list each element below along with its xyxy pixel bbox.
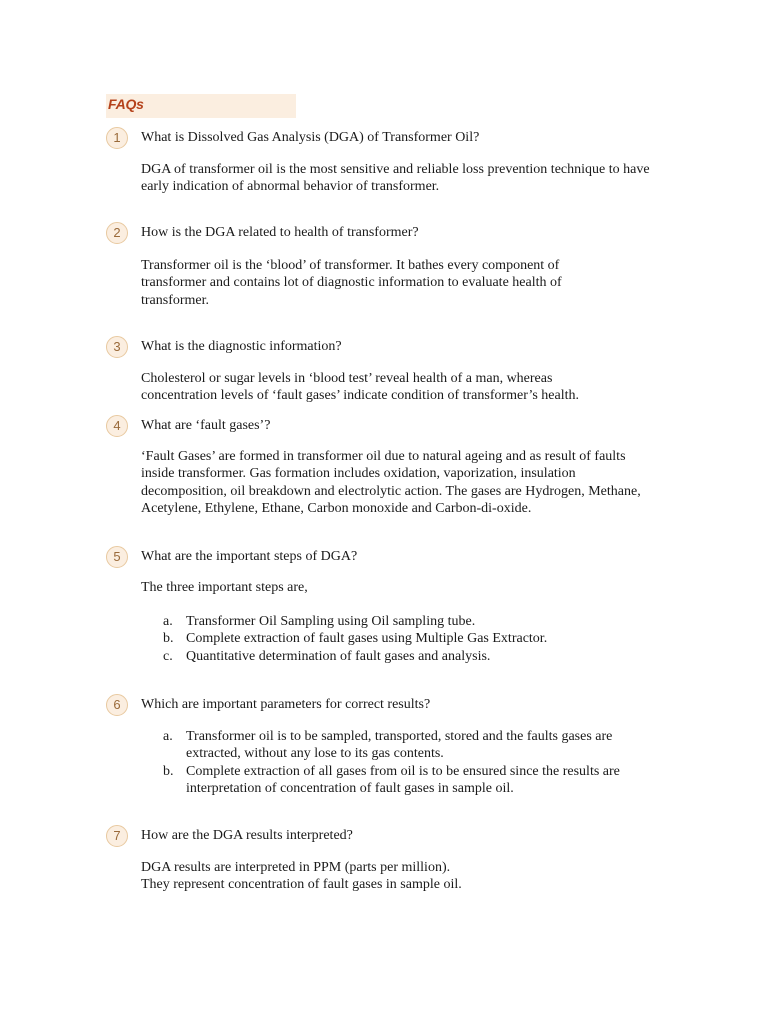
faq-question: Which are important parameters for correct results? <box>141 697 431 712</box>
list-item <box>163 648 663 665</box>
faq-question: How is the DGA related to health of transformer? <box>141 225 419 240</box>
faq-question: What is Dissolved Gas Analysis (DGA) of Transformer Oil? <box>141 130 480 145</box>
list-item <box>163 728 653 763</box>
list-marker: a. <box>163 614 173 629</box>
faq-answer <box>141 448 661 518</box>
list-item <box>163 630 663 647</box>
list-marker: a. <box>163 729 173 744</box>
faq-parameter-list <box>163 728 653 798</box>
list-item <box>163 613 663 630</box>
faq-answer-paragraph: Transformer oil is the ‘blood’ of transformer. It bathes every component of transformer and contains lot of diagnostic information to evaluate health of transformer. <box>141 258 562 308</box>
faq-number-badge: 7 <box>106 825 128 847</box>
faq-answer <box>141 579 666 596</box>
list-item-text: Transformer oil is to be sampled, transported, stored and the faults gases are extracted, without any lose to its gas contents. <box>186 729 613 762</box>
list-marker: b. <box>163 763 174 779</box>
faq-number-badge: 6 <box>106 694 128 716</box>
faq-answer <box>141 257 601 309</box>
faq-step-list <box>163 613 663 665</box>
faq-number-badge: 4 <box>106 415 128 437</box>
faq-answer-paragraph: ‘Fault Gases’ are formed in transformer oil due to natural ageing and as result of faults inside transformer. Gas formation includes oxidation, vaporization, insulation decomposition, oil breakdown and electrolytic action. The gases are Hydrogen, Methane, Acetylene, Ethylene, Ethane, Carbon monoxide and Carbon-di-oxide. <box>141 449 641 517</box>
faq-number-badge: 5 <box>106 546 128 568</box>
list-item-text: Quantitative determination of fault gases and analysis. <box>186 648 491 664</box>
faq-number-badge: 3 <box>106 336 128 358</box>
list-marker: c. <box>163 648 173 664</box>
faq-answer <box>141 859 666 894</box>
faq-answer-paragraph: DGA of transformer oil is the most sensitive and reliable loss prevention technique to have early indication of abnormal behavior of transformer. <box>141 162 650 195</box>
faq-answer-paragraph: The three important steps are, <box>141 580 308 595</box>
faq-number-badge: 1 <box>106 127 128 149</box>
faq-answer <box>141 161 666 196</box>
faq-answer <box>141 370 621 405</box>
list-item-text: Complete extraction of fault gases using Multiple Gas Extractor. <box>186 631 548 647</box>
faq-answer-paragraph: They represent concentration of fault gases in sample oil. <box>141 877 462 893</box>
faq-header-title: FAQs <box>108 96 144 112</box>
faq-answer-paragraph: Cholesterol or sugar levels in ‘blood test’ reveal health of a man, whereas concentration levels of ‘fault gases’ indicate condition of transformer’s health. <box>141 371 579 404</box>
faq-question: What are the important steps of DGA? <box>141 549 358 564</box>
faq-number-badge: 2 <box>106 222 128 244</box>
list-item-text: Complete extraction of all gases from oil is to be ensured since the results are interpretation of concentration of fault gases in sample oil. <box>186 763 620 797</box>
list-item <box>163 763 653 798</box>
faq-question: What is the diagnostic information? <box>141 339 342 354</box>
faq-question: What are ‘fault gases’? <box>141 418 271 433</box>
faq-answer-paragraph: DGA results are interpreted in PPM (parts per million). <box>141 860 451 875</box>
list-item-text: Transformer Oil Sampling using Oil sampling tube. <box>186 614 476 629</box>
list-marker: b. <box>163 631 174 647</box>
faq-question: How are the DGA results interpreted? <box>141 828 353 843</box>
